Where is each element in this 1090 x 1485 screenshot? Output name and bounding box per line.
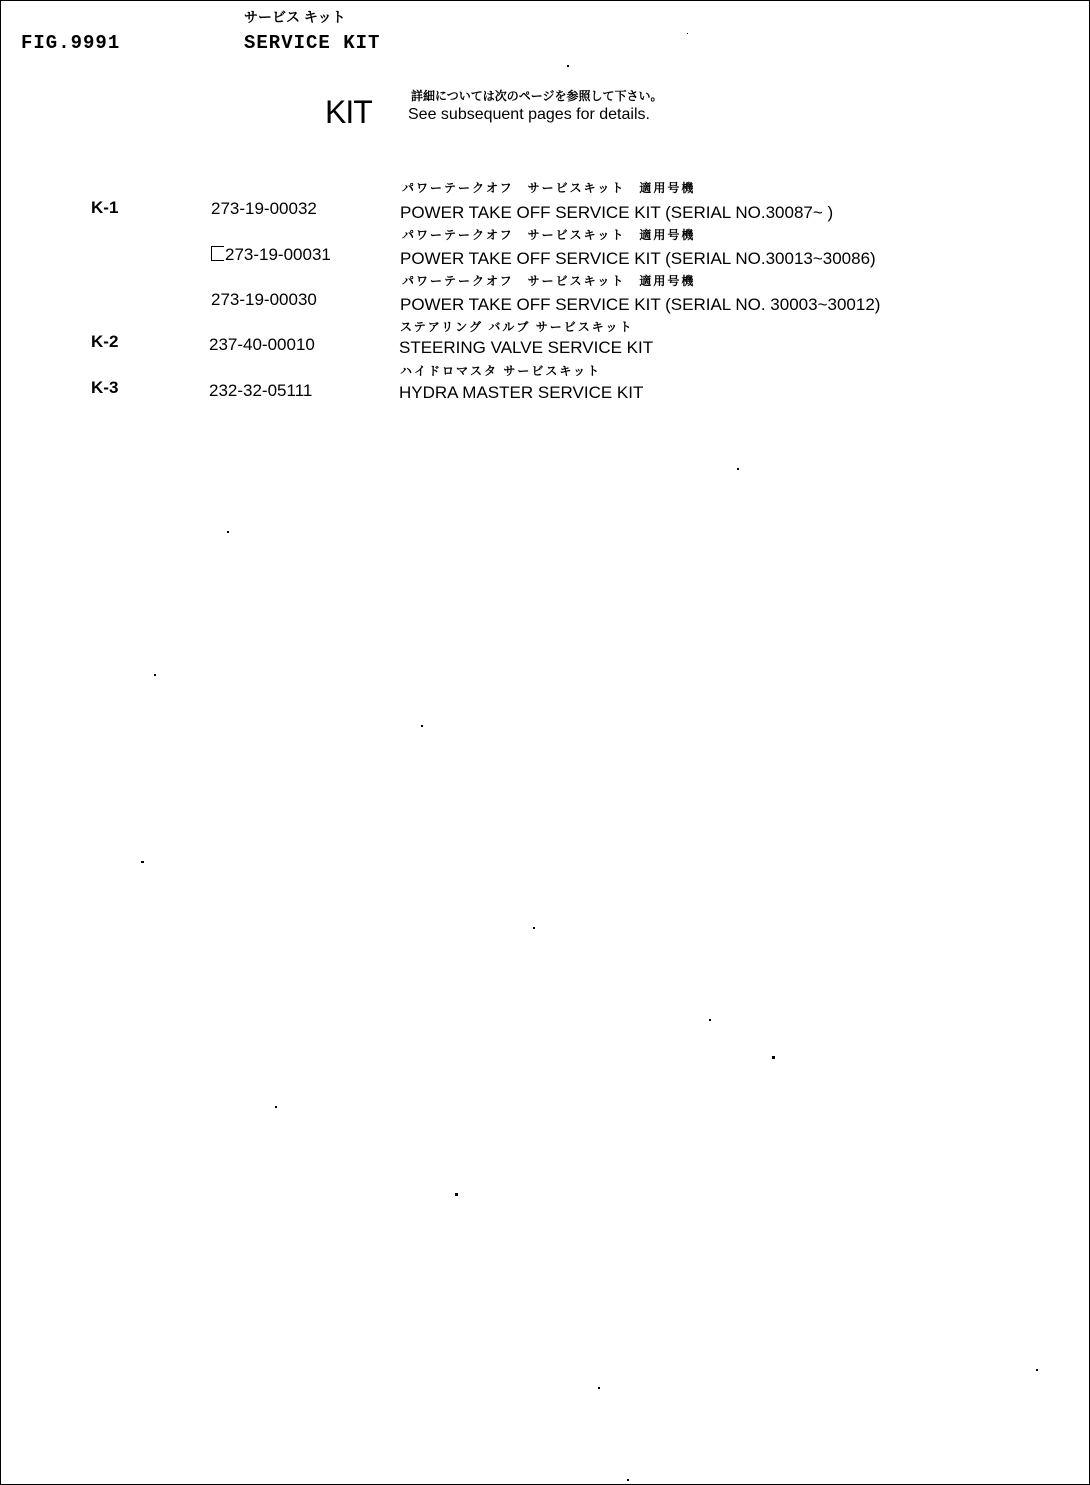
scan-speck [598, 1387, 600, 1389]
details-note: See subsequent pages for details. [408, 106, 650, 123]
scan-speck [275, 1106, 277, 1108]
part-name-japanese: パワーテークオフ サービスキット 適用号機 [402, 274, 696, 288]
title-japanese: サービス キット [244, 9, 346, 25]
part-name: POWER TAKE OFF SERVICE KIT (SERIAL NO.30087~ ) [400, 203, 834, 222]
part-name-japanese: パワーテークオフ サービスキット 適用号機 [402, 181, 696, 195]
scan-speck [154, 674, 156, 676]
part-number: 273-19-00031 [225, 245, 331, 264]
kit-heading: KIT [325, 94, 372, 130]
scan-speck [567, 65, 569, 67]
part-number: 237-40-00010 [209, 335, 315, 354]
scan-speck [455, 1193, 458, 1196]
kit-code: K-3 [91, 378, 119, 397]
part-number-group [211, 245, 331, 265]
scan-speck [709, 1019, 711, 1021]
details-note-japanese: 詳細については次のページを参照して下さい。 [411, 89, 663, 103]
part-name-japanese: ステアリング バルブ サービスキット [400, 320, 634, 334]
part-name: POWER TAKE OFF SERVICE KIT (SERIAL NO. 30003~30012) [400, 295, 881, 314]
part-number: 273-19-00030 [211, 290, 317, 309]
scan-speck [533, 927, 535, 929]
kit-code: K-2 [91, 332, 119, 351]
scan-speck [1036, 1369, 1038, 1371]
kit-code: K-1 [91, 198, 119, 217]
part-name-japanese: ハイドロマスタ サービスキット [400, 364, 602, 378]
figure-number: FIG.9991 [21, 32, 121, 54]
scan-speck [772, 1056, 775, 1059]
part-name: POWER TAKE OFF SERVICE KIT (SERIAL NO.30013~30086) [400, 249, 876, 268]
part-name: STEERING VALVE SERVICE KIT [399, 338, 654, 357]
part-name-japanese: パワーテークオフ サービスキット 適用号機 [402, 228, 696, 242]
scan-speck [141, 861, 144, 863]
page-title: SERVICE KIT [244, 32, 381, 54]
interchangeability-box-icon [211, 246, 224, 261]
scan-speck [687, 33, 688, 34]
part-number: 273-19-00032 [211, 199, 317, 218]
part-name: HYDRA MASTER SERVICE KIT [399, 383, 644, 402]
scan-speck [737, 468, 739, 470]
scan-speck [627, 1479, 629, 1481]
scan-speck [421, 725, 423, 727]
part-number: 232-32-05111 [209, 381, 313, 400]
scan-speck [227, 531, 229, 533]
